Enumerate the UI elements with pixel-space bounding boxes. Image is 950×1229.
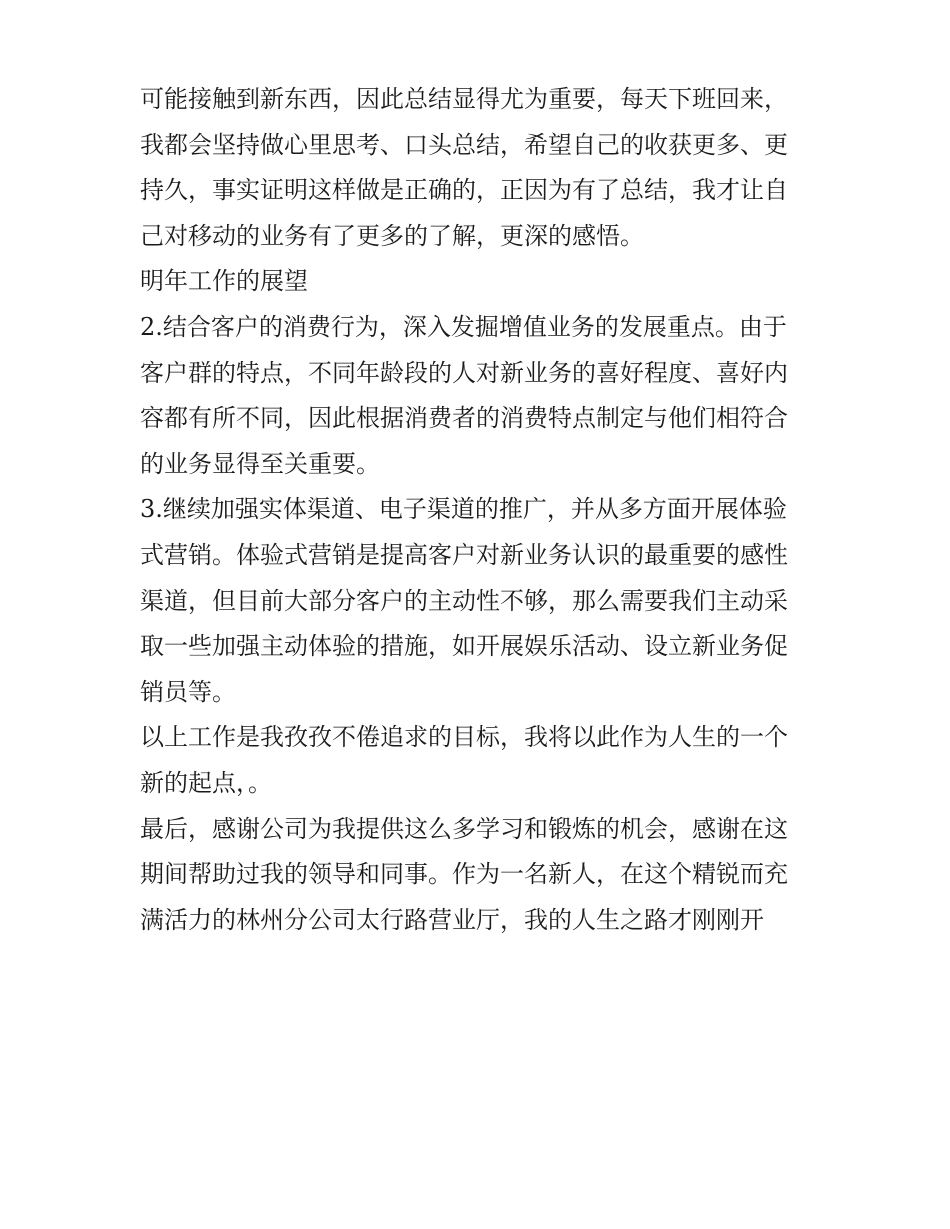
text-line: 我都会坚持做心里思考、口头总结，希望自己的收获更多、更	[140, 130, 788, 159]
text-line: 最后，感谢公司为我提供这么多学习和锻炼的机会，感谢在这	[140, 814, 788, 843]
text-line: 以上工作是我孜孜不倦追求的目标，我将以此作为人生的一个	[140, 723, 788, 752]
text-line: 己对移动的业务有了更多的了解，更深的感悟。	[140, 221, 644, 250]
text-line: 式营销。体验式营销是提高客户对新业务认识的最重要的感性	[140, 540, 788, 569]
text-line: 取一些加强主动体验的措施，如开展娱乐活动、设立新业务促	[140, 632, 788, 661]
text-line: 3.继续加强实体渠道、电子渠道的推广，并从多方面开展体验	[140, 495, 787, 524]
text-line: 可能接触到新东西，因此总结显得尤为重要，每天下班回来，	[140, 85, 788, 113]
text-line: 持久，事实证明这样做是正确的，正因为有了总结，我才让自	[140, 176, 788, 205]
text-line: 客户群的特点，不同年龄段的人对新业务的喜好程度、喜好内	[140, 358, 788, 387]
section-heading: 明年工作的展望	[140, 267, 308, 296]
text-line: 2.结合客户的消费行为，深入发掘增值业务的发展重点。由于	[140, 312, 787, 341]
text-line: 满活力的林州分公司太行路营业厅，我的人生之路才刚刚开	[140, 905, 764, 934]
document-body	[140, 77, 820, 943]
text-line: 期间帮助过我的领导和同事。作为一名新人，在这个精锐而充	[140, 860, 788, 889]
text-line: 渠道，但目前大部分客户的主动性不够，那么需要我们主动采	[140, 586, 788, 615]
text-line: 销员等。	[140, 677, 236, 706]
text-line: 容都有所不同，因此根据消费者的消费特点制定与他们相符合	[140, 404, 788, 433]
text-line: 的业务显得至关重要。	[140, 449, 380, 478]
text-line: 新的起点，。	[140, 768, 272, 797]
